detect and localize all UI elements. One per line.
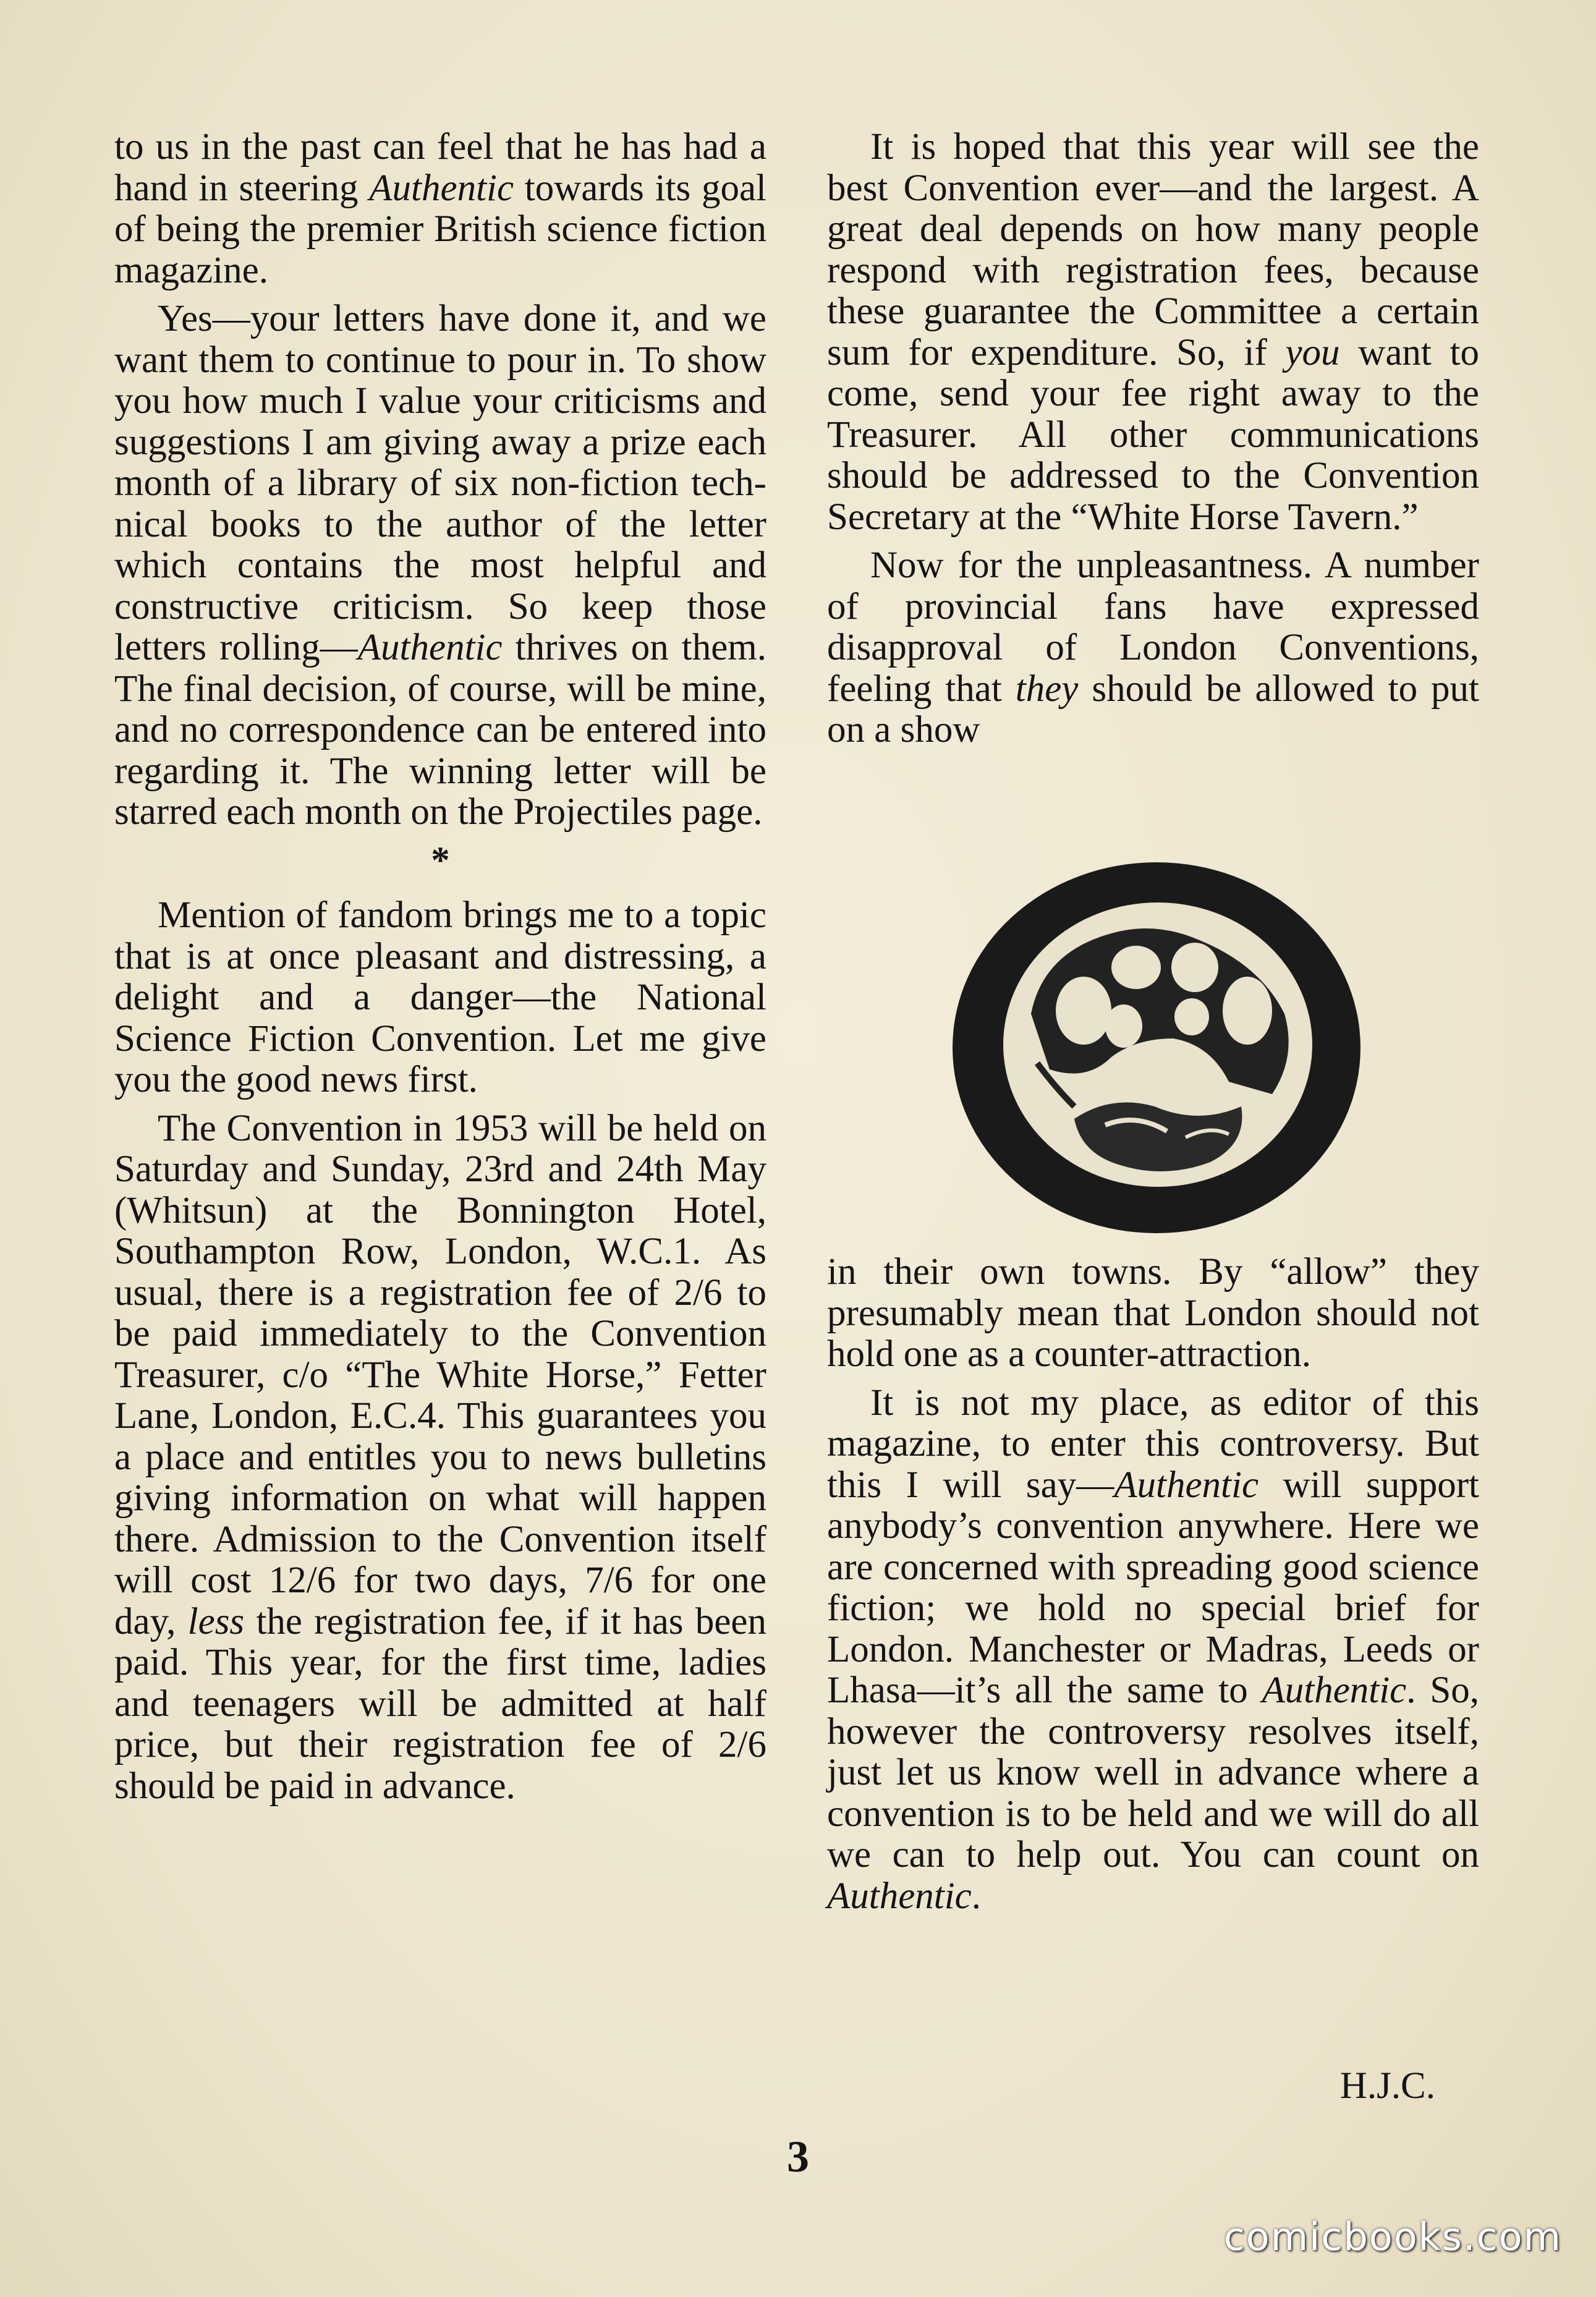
- paragraph: [114, 1108, 766, 1807]
- paragraph: [827, 545, 1479, 751]
- paragraph: [114, 127, 766, 291]
- italic-run: Authentic: [1114, 1464, 1259, 1506]
- section-separator: *: [431, 839, 450, 881]
- right-column-lower: [827, 1252, 1479, 1924]
- text-run: . So, however the controversy resolves itself, just let us know well in advance where a convention is to be held and we will do all we can to help out. You can count on: [827, 1670, 1479, 1875]
- text-run: It is not my place, as editor of this magazine, to enter this controversy. But this I will say—: [827, 1382, 1479, 1506]
- italic-run: you: [1285, 331, 1340, 373]
- text-run: It is hoped that this year will see the best Convention ever—and the largest. A great deal depends on how many people respond with registration fees, because these guarantee the Committee a certain sum for expenditure. So, if: [827, 126, 1479, 373]
- editor-signature: H.J.C.: [1339, 2065, 1435, 2107]
- text-run: Now for the unpleasantness. A number of provincial fans have expressed disapproval of London Conventions, feeling that: [827, 545, 1479, 710]
- text-run: in their own towns. By “allow” they presumably mean that London should not hold one as a counter-attraction.: [827, 1251, 1479, 1375]
- text-run: want to come, send your fee right away to the Treasurer. All other communications should be addressed to the Convention Secretary at the “White Horse Tavern.”: [827, 331, 1480, 538]
- italic-run: Authentic: [1262, 1670, 1407, 1711]
- paragraph: [114, 895, 766, 1101]
- text-run: .: [971, 1875, 982, 1917]
- right-column-upper: [827, 127, 1479, 758]
- globe-woodcut-icon: [951, 859, 1362, 1236]
- italic-run: Authentic: [369, 167, 514, 209]
- text-run: thrives on them. The final decision, of course, will be mine, and no correspondence can be entered into regarding it. The winning letter will be starred each month on the Projectiles page.: [114, 627, 767, 833]
- text-run: to us in the past can feel that he has had a hand in steering: [114, 126, 766, 209]
- text-run: towards its goal of being the premier British science fiction magazine.: [114, 167, 766, 291]
- paragraph: [827, 1252, 1479, 1375]
- italic-run: they: [1015, 668, 1079, 710]
- text-run: Mention of fandom brings me to a topic that is at once pleasant and distressing, a delight and a danger—the National Science Fiction Convention. Let me give you the good news first.: [114, 894, 766, 1100]
- site-watermark: comicbooks.com: [1223, 2214, 1562, 2259]
- text-run: the registration fee, if it has been paid. This year, for the first time, ladies and teenagers will be admitted at half price, but their registration fee of 2/6 should be paid in advance.: [114, 1600, 766, 1807]
- text-run: will support anybody’s convention anywhere. Here we are concerned with spreading good science fiction; we hold no special brief for London. Manchester or Madras, Leeds or Lhasa—it’s all the same to: [827, 1464, 1479, 1711]
- italic-run: Authentic: [357, 627, 503, 668]
- text-run: Yes—your letters have done it, and we want them to continue to pour in. To show you how much I value your criticisms and suggestions I am giving away a prize each month of a library of six non-fiction technical books to the author of the letter which contains the most helpful and constructive criticism. So keep those letters rolling—: [114, 298, 766, 668]
- paragraph: [827, 1383, 1479, 1917]
- italic-run: less: [187, 1600, 245, 1642]
- paragraph: [114, 299, 766, 833]
- italic-run: Authentic: [827, 1875, 972, 1917]
- text-run: should be allowed to put on a show: [827, 668, 1479, 750]
- paragraph: [827, 127, 1479, 538]
- page-number: 3: [787, 2132, 809, 2181]
- left-column: [114, 127, 766, 1814]
- text-run: The Convention in 1953 will be held on Saturday and Sunday, 23rd and 24th May (Whitsun) at the Bonnington Hotel, Southampton Row, London, W.C.1. As usual, there is a registration fee of 2/6 to be paid immediately to the Convention Treasurer, c/o “The White Horse,” Fetter Lane, London, E.C.4. This guarantees you a place and entitles you to news bulletins giving information on what will happen there. Admission to the Convention itself will cost 12/6 for two days, 7/6 for one day,: [114, 1107, 766, 1642]
